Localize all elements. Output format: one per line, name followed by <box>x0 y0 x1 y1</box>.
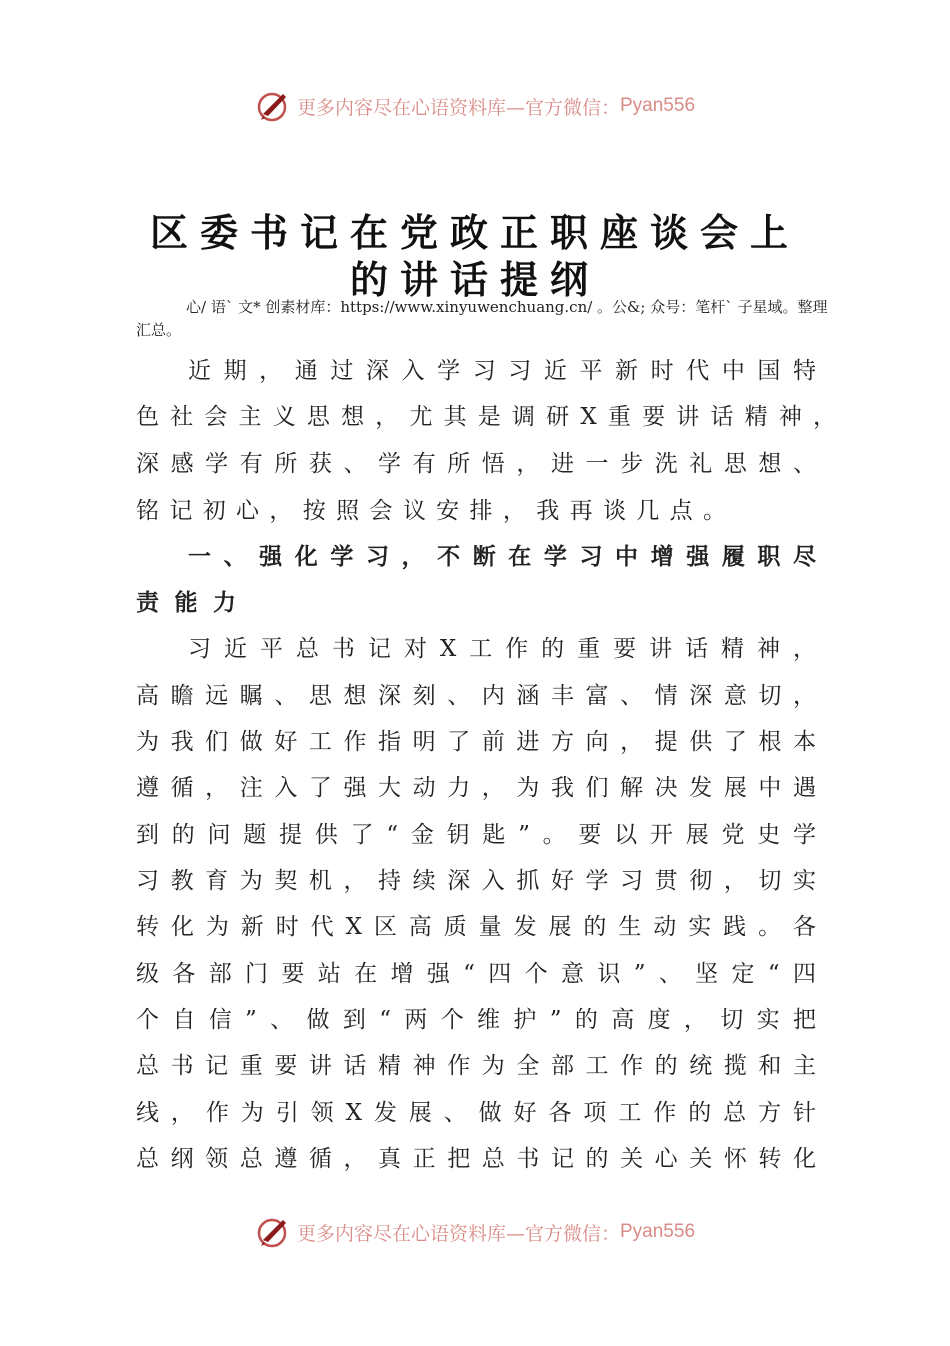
paragraph-line: 总书记重要讲话精神作为全部工作的统揽和主 <box>136 1053 816 1079</box>
banner-text: 更多内容尽在心语资料库—官方微信： <box>296 96 620 119</box>
banner-wechat-id: Pyan556 <box>620 95 696 116</box>
paragraph-line: 近期，通过深入学习习近平新时代中国特 <box>188 358 816 384</box>
paragraph-line: 为我们做好工作指明了前进方向，提供了根本 <box>136 729 816 755</box>
banner-text: 更多内容尽在心语资料库—官方微信： <box>296 1222 620 1245</box>
section-heading: 一、强化学习，不断在学习中增强履职尽 <box>188 544 816 570</box>
logo-icon <box>255 1214 291 1250</box>
footer-watermark <box>0 1212 950 1252</box>
paragraph-line: 遵循，注入了强大动力，为我们解决发展中遇 <box>136 775 816 801</box>
paragraph-line: 色社会主义思想，尤其是调研X重要讲话精神， <box>136 404 836 430</box>
paragraph-line: 高瞻远瞩、思想深刻、内涵丰富、情深意切， <box>136 683 816 709</box>
paragraph-line: 总纲领总遵循，真正把总书记的关心关怀转化 <box>136 1146 816 1172</box>
document-title-line-1: 区委书记在党政正职座谈会上 <box>149 211 800 255</box>
paragraph-line: 级各部门要站在增强“四个意识”、坚定“四 <box>136 961 816 987</box>
header-watermark <box>0 86 950 126</box>
paragraph-line: 转化为新时代X区高质量发展的生动实践。各 <box>136 914 816 940</box>
paragraph-line: 线，作为引领X发展、做好各项工作的总方针 <box>136 1100 816 1126</box>
paragraph-line: 个自信”、做到“两个维护”的高度，切实把 <box>136 1007 816 1033</box>
section-heading: 责能力 <box>136 590 236 616</box>
document-title-line-2: 的讲话提纲 <box>349 258 600 302</box>
paragraph-line: 到的问题提供了“金钥匙”。要以开展党史学 <box>136 822 816 848</box>
paragraph-line: 习教育为契机，持续深入抓好学习贯彻，切实 <box>136 868 816 894</box>
logo-icon <box>255 88 291 124</box>
paragraph-line: 习近平总书记对X工作的重要讲话精神， <box>188 636 816 662</box>
source-note: 心/ 语` 文* 创素材库：https://www.xinyuwenchuang.cn/ 。公&; 众号：笔杆` 子星域。整理汇总。 <box>136 298 828 339</box>
paragraph-line: 深感学有所获、学有所悟，进一步洗礼思想、 <box>136 451 816 477</box>
banner-wechat-id: Pyan556 <box>620 1221 696 1242</box>
paragraph-line: 铭记初心，按照会议安排，我再谈几点。 <box>136 498 726 524</box>
